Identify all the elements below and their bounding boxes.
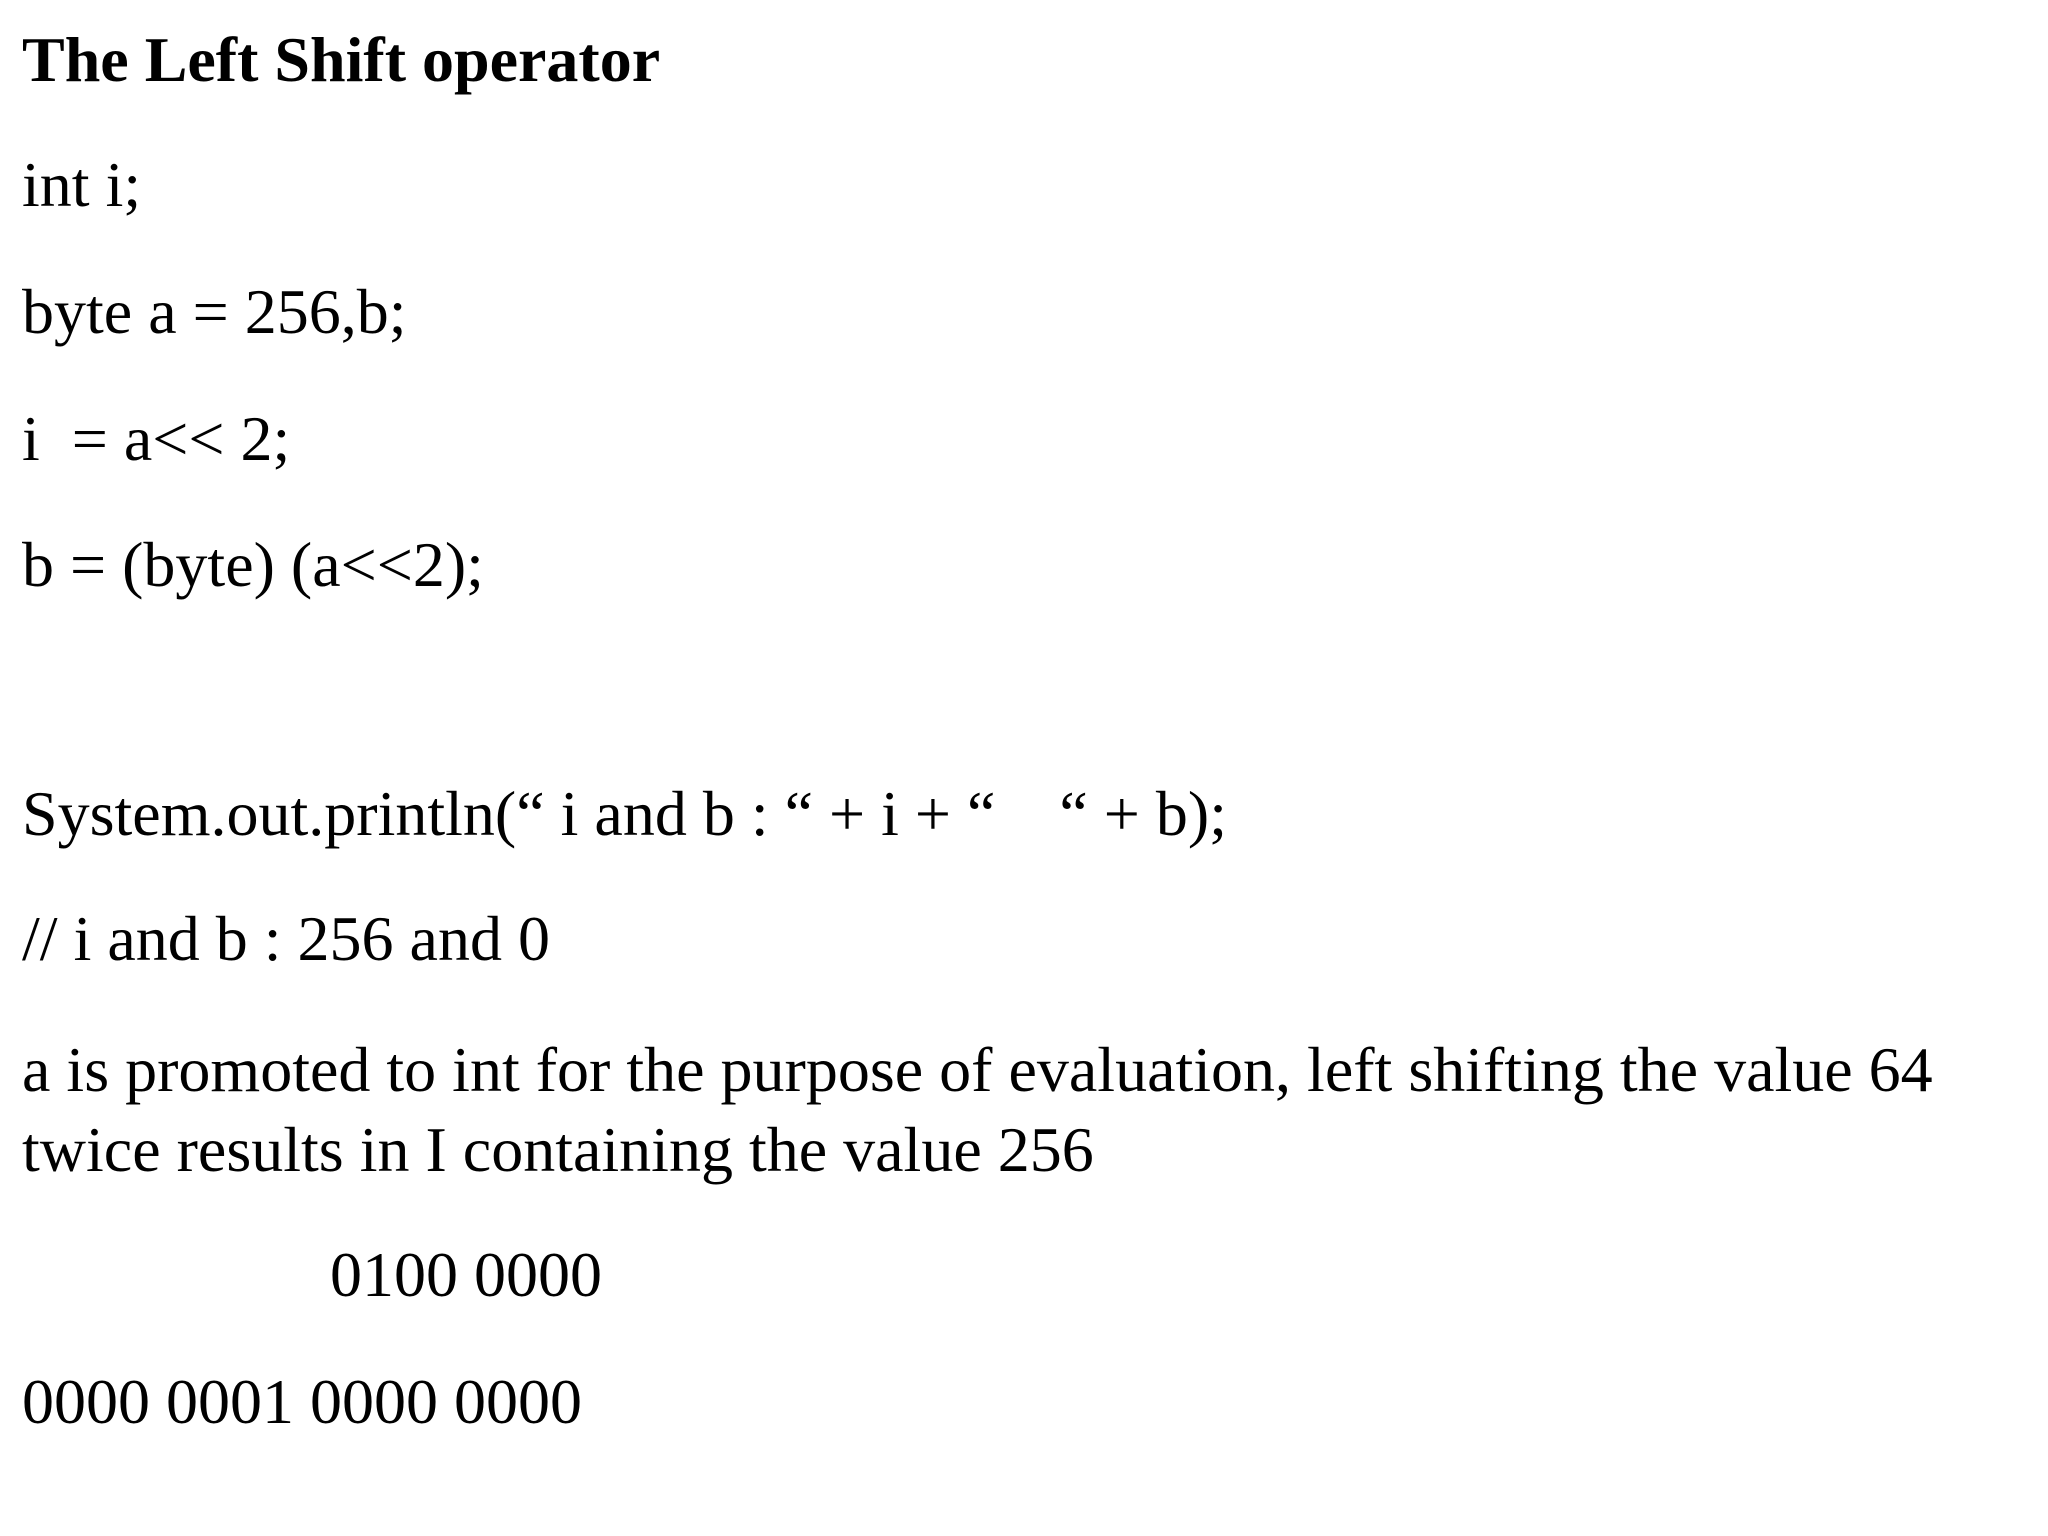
binary-before-shift: 0100 0000 bbox=[330, 1239, 602, 1310]
explanation-paragraph: a is promoted to int for the purpose of evaluation, left shifting the value 64 twice results in I containing the value 256 bbox=[22, 1034, 1933, 1185]
binary-after-shift: 0000 0001 0000 0000 bbox=[22, 1366, 582, 1437]
page-title: The Left Shift operator bbox=[22, 24, 661, 95]
code-line-assign-b: b = (byte) (a<<2); bbox=[22, 529, 484, 600]
code-line-println: System.out.println(“ i and b : “ + i + “ “ + b); bbox=[22, 778, 1227, 849]
code-line-assign-i: i = a<< 2; bbox=[22, 403, 291, 474]
code-line-byte-declaration: byte a = 256,b; bbox=[22, 276, 407, 347]
code-line-int-declaration: int i; bbox=[22, 149, 142, 220]
code-comment-output: // i and b : 256 and 0 bbox=[22, 903, 550, 974]
